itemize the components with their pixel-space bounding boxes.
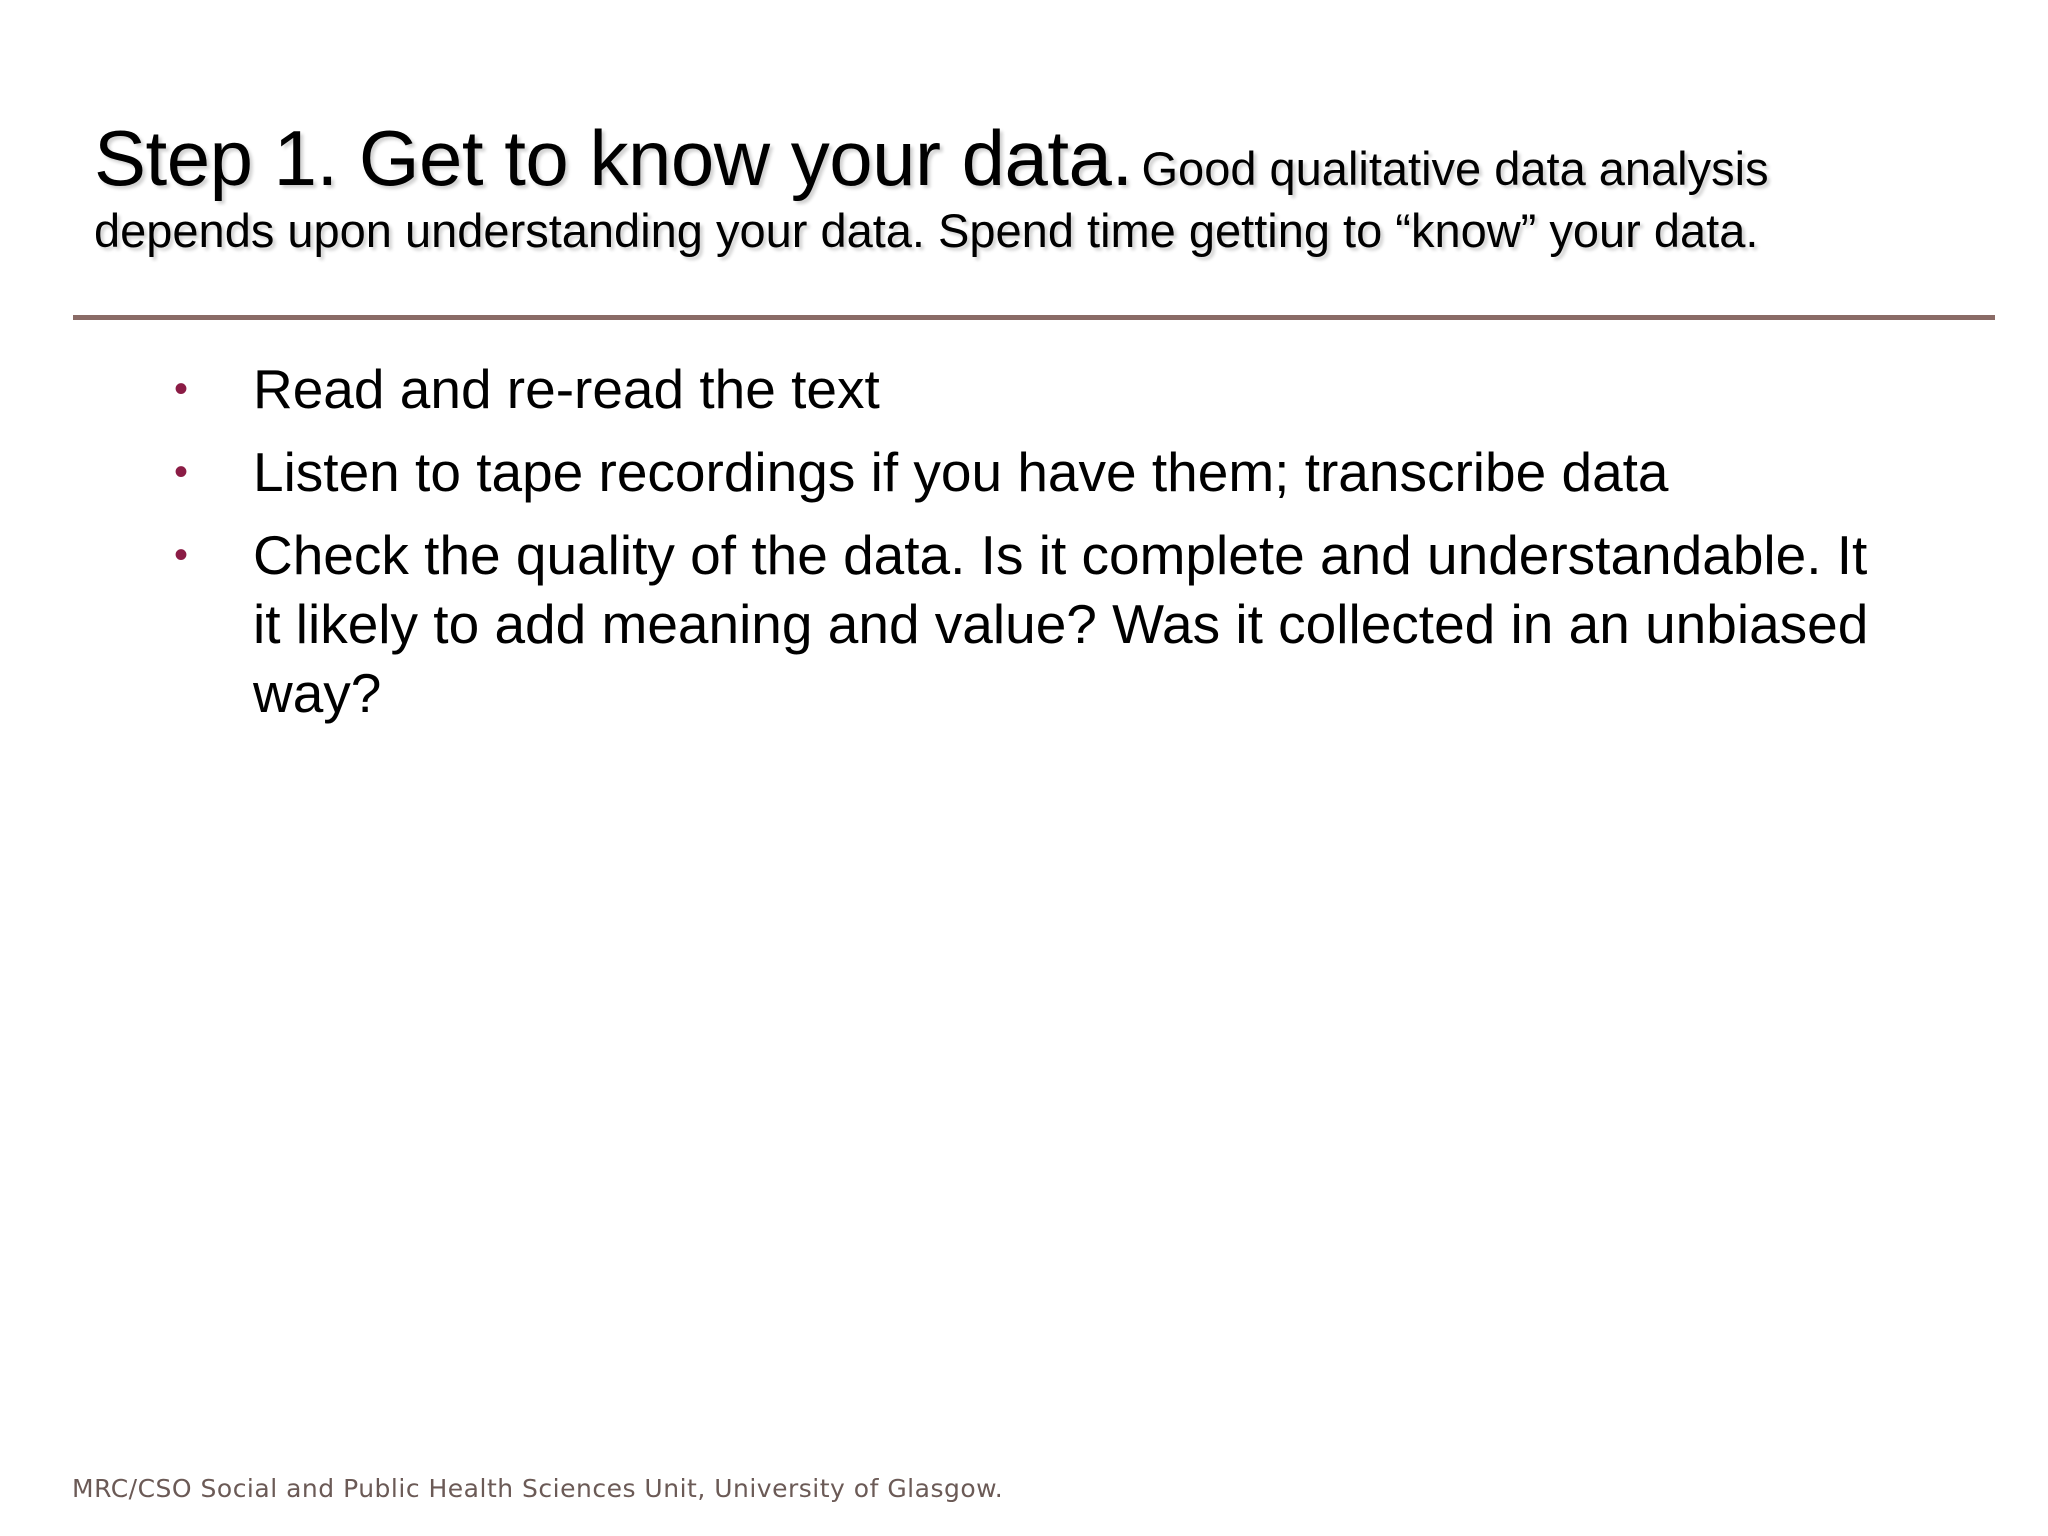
bullet-text: Read and re-read the text [253, 358, 880, 420]
footer-credit: MRC/CSO Social and Public Health Sciences Unit, University of Glasgow. [72, 1474, 1004, 1503]
bullet-item [170, 355, 1890, 424]
title-subtitle-line1: Good qualitative data analysis [1141, 142, 1769, 195]
bullet-dot-icon: • [174, 367, 189, 411]
title-subtitle-line2: depends upon understanding your data. Spend time getting to “know” your data. [94, 203, 1759, 257]
bullet-text: Check the quality of the data. Is it complete and understandable. It it likely to add meaning and value? Was it collected in an unbiased way? [253, 524, 1869, 724]
bullet-list [170, 355, 1890, 742]
title-main: Step 1. Get to know your data. [94, 114, 1133, 202]
title-divider [73, 315, 1995, 320]
bullet-item [170, 438, 1890, 507]
slide-title [94, 114, 1994, 257]
bullet-dot-icon: • [174, 533, 189, 577]
bullet-dot-icon: • [174, 450, 189, 494]
bullet-text: Listen to tape recordings if you have them; transcribe data [253, 441, 1669, 503]
bullet-item [170, 521, 1890, 728]
